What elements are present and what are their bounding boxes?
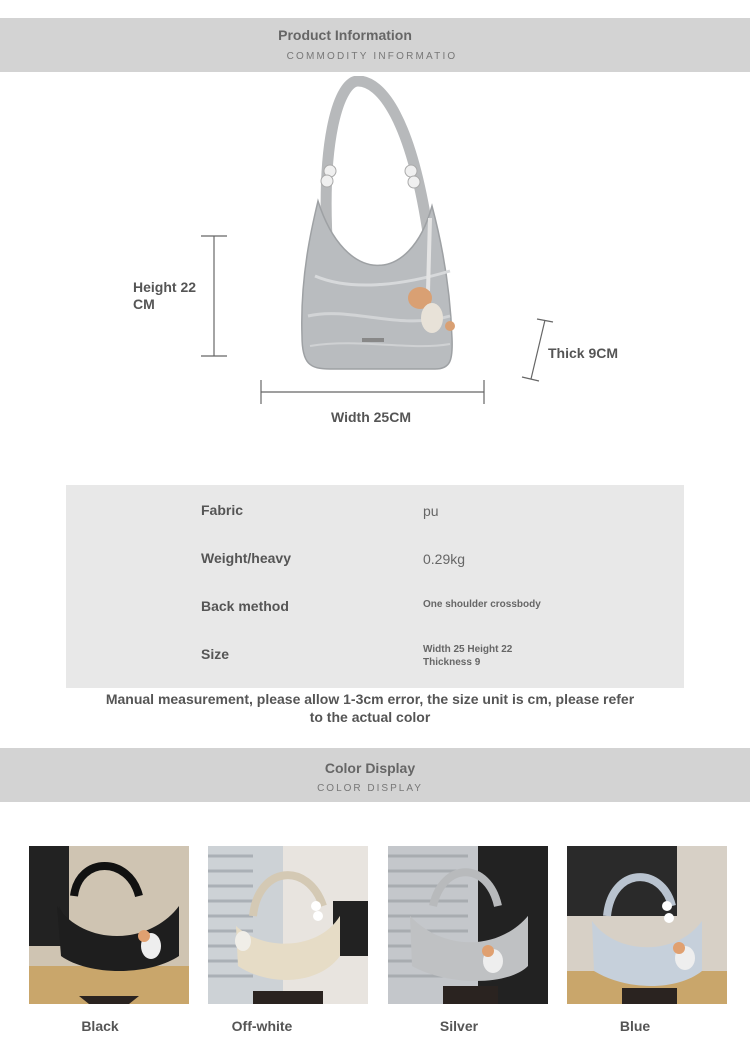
color-display-subtitle: COLOR DISPLAY bbox=[317, 783, 423, 794]
width-label: Width 25CM bbox=[331, 409, 411, 425]
note-line2: to the actual color bbox=[309, 709, 431, 725]
color-option-silver-image[interactable] bbox=[388, 846, 548, 1004]
color-label-black: Black bbox=[81, 1018, 119, 1034]
spec-value-fabric: pu bbox=[423, 503, 439, 519]
color-option-blue-image[interactable] bbox=[567, 846, 727, 1004]
spec-table bbox=[66, 485, 684, 688]
height-label-line1: Height 22 bbox=[133, 279, 197, 295]
thickness-label: Thick 9CM bbox=[548, 345, 619, 361]
section-title: Product Information bbox=[278, 27, 412, 43]
width-dimension-line bbox=[258, 378, 488, 406]
color-label-silver: Silver bbox=[439, 1018, 479, 1034]
height-dimension-line bbox=[198, 234, 230, 360]
color-display-banner bbox=[0, 748, 750, 802]
note-line1: Manual measurement, please allow 1-3cm error, the size unit is cm, please refer bbox=[105, 691, 635, 707]
spec-value-weight: 0.29kg bbox=[423, 551, 466, 567]
spec-key-size: Size bbox=[201, 646, 230, 662]
spec-key-back-method: Back method bbox=[201, 598, 289, 614]
color-option-offwhite-image[interactable] bbox=[208, 846, 368, 1004]
color-option-black-image[interactable] bbox=[29, 846, 189, 1004]
spec-value-size-line2: Thickness 9 bbox=[423, 657, 481, 668]
spec-value-size-line1: Width 25 Height 22 bbox=[423, 644, 513, 655]
color-label-offwhite: Off-white bbox=[231, 1018, 293, 1034]
spec-key-weight: Weight/heavy bbox=[201, 550, 291, 566]
measurement-note bbox=[90, 690, 650, 726]
spec-key-fabric: Fabric bbox=[201, 502, 244, 518]
height-label-line2: CM bbox=[133, 296, 155, 312]
main-bag-image bbox=[290, 76, 470, 376]
section-subtitle: COMMODITY INFORMATIO bbox=[286, 51, 458, 62]
product-information-banner bbox=[0, 18, 750, 72]
color-display-title: Color Display bbox=[324, 760, 416, 776]
spec-value-back-method: One shoulder crossbody bbox=[423, 599, 541, 610]
color-label-blue: Blue bbox=[619, 1018, 651, 1034]
